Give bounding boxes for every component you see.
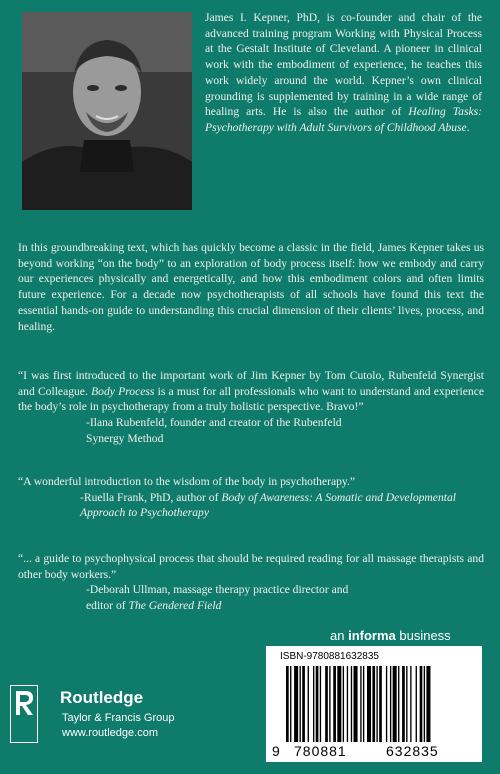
endorsement-quote (18, 474, 484, 521)
quote-text: “A wonderful introduction to the wisdom of the body in psychotherapy.” (18, 475, 356, 488)
quote-text: “... a guide to psychophysical process that should be required reading for all massage therapists and other body workers.” (18, 552, 484, 581)
quote-attribution-book-title: The Gendered Field (128, 599, 222, 613)
author-bio-text: James I. Kepner, PhD, is co-founder and chair of the advanced training program Working with Physical Process at the Gestalt Institute of Cleveland. A pioneer in clinical work with the embodiment of experience, he teaches this work widely around the world. Kepner’s own clinical grounding is supplemented by training in a wide range of healing arts. He is also the author of (205, 11, 482, 119)
author-portrait-icon (22, 12, 192, 210)
quote-book-title: Body Process (91, 384, 155, 398)
informa-pre: an (330, 628, 349, 643)
publisher-name: Routledge (60, 688, 144, 707)
quote-attribution-line2: Synergy Method (86, 431, 164, 445)
informa-post: business (395, 628, 451, 643)
isbn-barcode (266, 646, 482, 762)
publisher-group: Taylor & Francis Group (62, 712, 175, 724)
barcode-lead-digit: 9 (272, 743, 281, 759)
endorsement-quote (18, 551, 484, 614)
quote-attribution-book-title: Body of Awareness: A Somatic and Developmental Approach to Psychotherapy (80, 490, 456, 520)
quote-attribution-text: editor of (86, 599, 129, 613)
quote-attribution (18, 490, 484, 521)
quote-attribution-text: -Ruella Frank, PhD, author of (80, 490, 222, 504)
informa-business-tag (330, 628, 451, 643)
quote-text-part: “I was first introduced to the important work of Jim Kepner by Tom Cutolo, Rubenfeld Synergist and Colleague. (18, 369, 484, 398)
author-other-book-title: Healing Tasks: Psychotherapy with Adult Survivors of Childhood Abuse (205, 105, 482, 134)
endorsement-quote (18, 368, 484, 447)
quote-attribution: -Deborah Ullman, massage therapy practice director and (86, 583, 349, 597)
isbn-number: ISBN-9780881632835 (280, 651, 379, 662)
barcode-digit-group-1: 780881 (294, 743, 347, 759)
quote-attribution: -Ilana Rubenfeld, founder and creator of the Rubenfeld (86, 416, 342, 430)
author-bio (205, 10, 482, 136)
quote-text (18, 368, 484, 415)
publisher-url: www.routledge.com (62, 727, 158, 739)
author-photo (22, 12, 192, 210)
quote-text-part: is a must for all professionals who want to understand and experience the body’s role in psychotherapy from a truly holistic perspective. Bravo!” (18, 384, 484, 414)
informa-brand: informa (348, 628, 396, 643)
barcode-bars-icon (272, 666, 476, 742)
book-description: In this groundbreaking text, which has quickly become a classic in the field, James Kepner takes us beyond working “on the body” to an exploration of body process itself: how we embody and carry our experiences physically and energetically, and how this embodiment colors and often limits future experience. For a decade now psychotherapists of all schools have found this text the essential hands-on guide to understanding this crucial dimension of their clients’ lives, process, and healing. (18, 241, 484, 333)
quote-attribution-line2 (18, 598, 484, 614)
routledge-logo-icon (10, 685, 38, 743)
barcode-digit-group-2: 632835 (386, 743, 439, 759)
author-bio-end: . (466, 120, 470, 134)
